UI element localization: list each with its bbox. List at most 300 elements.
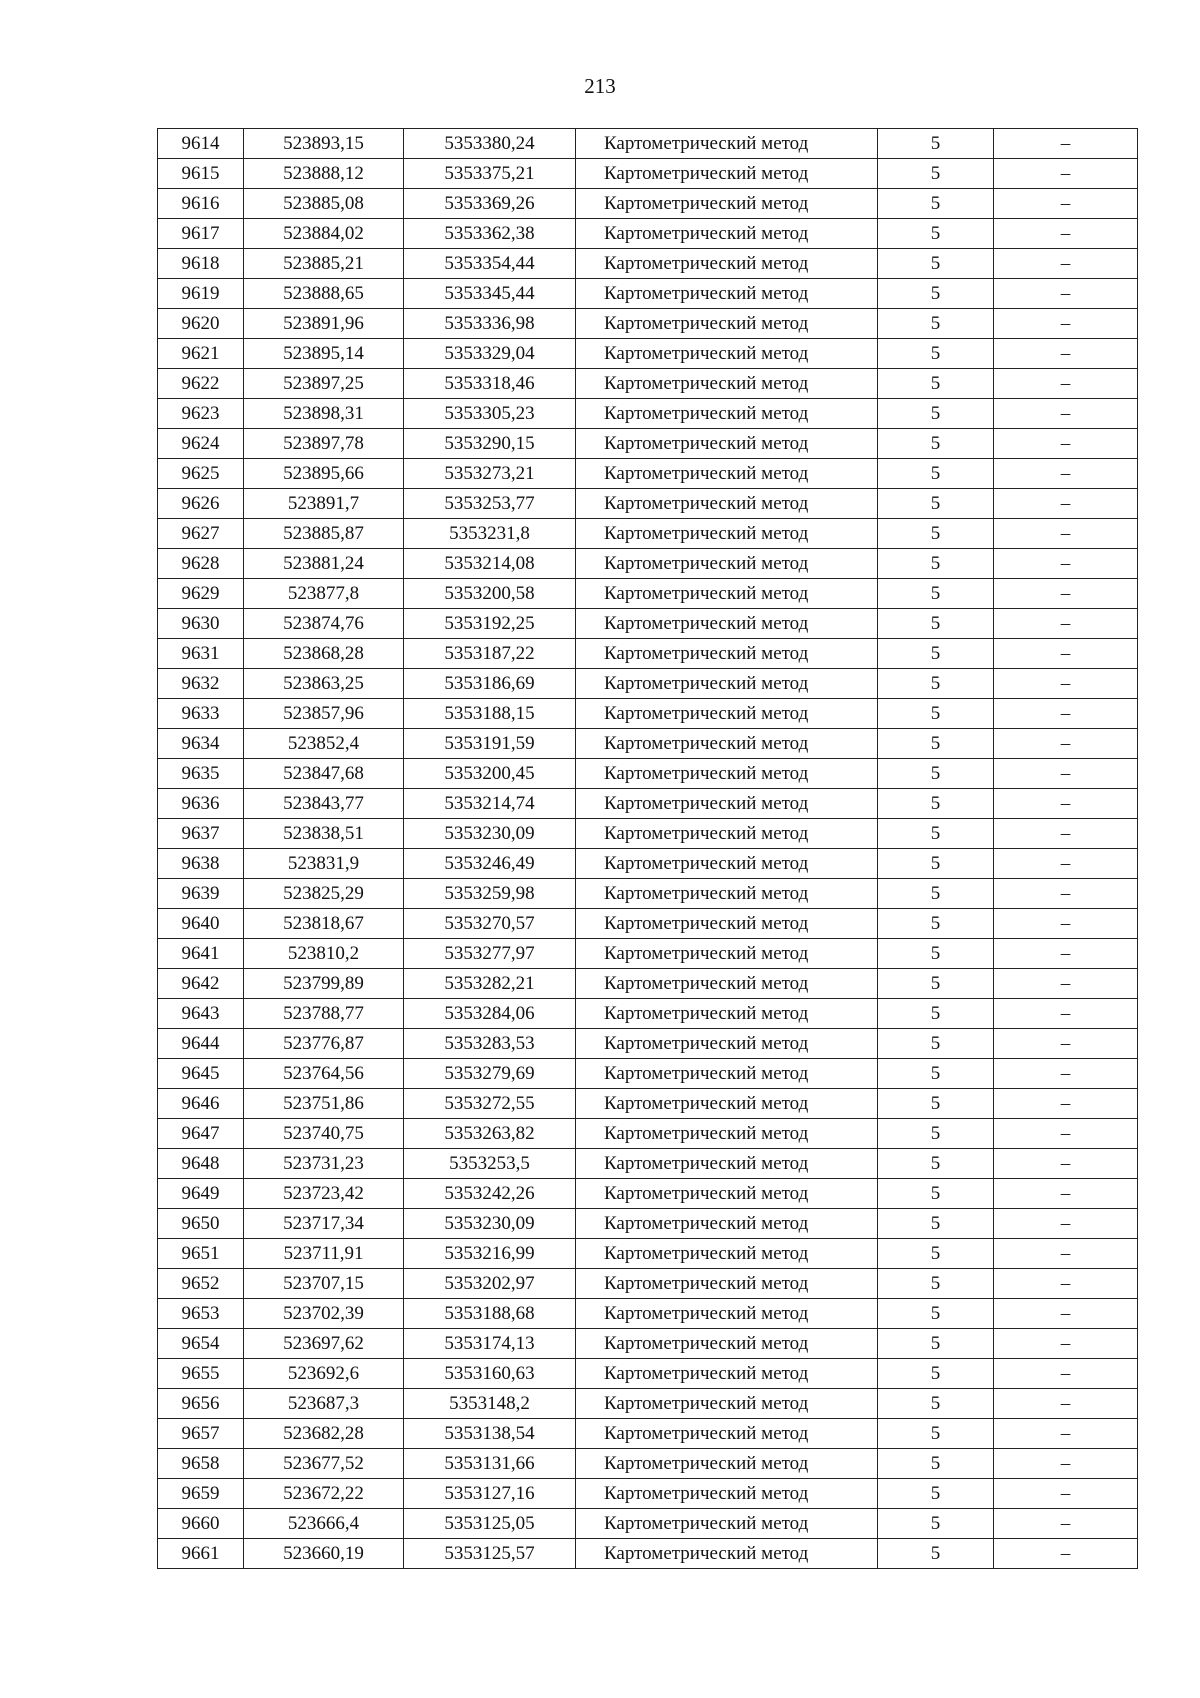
x-coordinate-cell: 523666,4	[244, 1509, 404, 1539]
table-row	[158, 249, 1138, 279]
method-cell: Картометрический метод	[576, 1419, 878, 1449]
table-row	[158, 1329, 1138, 1359]
x-coordinate-cell: 523723,42	[244, 1179, 404, 1209]
table-row	[158, 1419, 1138, 1449]
method-cell: Картометрический метод	[576, 1119, 878, 1149]
table-row	[158, 129, 1138, 159]
point-number-cell: 9638	[158, 849, 244, 879]
note-cell: –	[994, 1449, 1138, 1479]
note-cell: –	[994, 1299, 1138, 1329]
method-cell: Картометрический метод	[576, 429, 878, 459]
point-number-cell: 9651	[158, 1239, 244, 1269]
table-row	[158, 1179, 1138, 1209]
note-cell: –	[994, 669, 1138, 699]
method-cell: Картометрический метод	[576, 459, 878, 489]
y-coordinate-cell: 5353369,26	[404, 189, 576, 219]
method-cell: Картометрический метод	[576, 1269, 878, 1299]
point-number-cell: 9633	[158, 699, 244, 729]
x-coordinate-cell: 523707,15	[244, 1269, 404, 1299]
method-cell: Картометрический метод	[576, 849, 878, 879]
x-coordinate-cell: 523799,89	[244, 969, 404, 999]
point-number-cell: 9643	[158, 999, 244, 1029]
table-row	[158, 1029, 1138, 1059]
point-number-cell: 9636	[158, 789, 244, 819]
y-coordinate-cell: 5353131,66	[404, 1449, 576, 1479]
point-number-cell: 9649	[158, 1179, 244, 1209]
coordinates-table	[157, 128, 1138, 1569]
y-coordinate-cell: 5353125,57	[404, 1539, 576, 1569]
point-number-cell: 9641	[158, 939, 244, 969]
point-number-cell: 9627	[158, 519, 244, 549]
table-row	[158, 789, 1138, 819]
table-row	[158, 1239, 1138, 1269]
x-coordinate-cell: 523825,29	[244, 879, 404, 909]
x-coordinate-cell: 523831,9	[244, 849, 404, 879]
y-coordinate-cell: 5353246,49	[404, 849, 576, 879]
table-body	[158, 129, 1138, 1569]
method-cell: Картометрический метод	[576, 1329, 878, 1359]
y-coordinate-cell: 5353188,15	[404, 699, 576, 729]
y-coordinate-cell: 5353230,09	[404, 1209, 576, 1239]
method-cell: Картометрический метод	[576, 339, 878, 369]
y-coordinate-cell: 5353380,24	[404, 129, 576, 159]
method-cell: Картометрический метод	[576, 1149, 878, 1179]
point-number-cell: 9626	[158, 489, 244, 519]
note-cell: –	[994, 759, 1138, 789]
method-cell: Картометрический метод	[576, 819, 878, 849]
accuracy-cell: 5	[878, 909, 994, 939]
table-row	[158, 849, 1138, 879]
accuracy-cell: 5	[878, 669, 994, 699]
point-number-cell: 9616	[158, 189, 244, 219]
table-row	[158, 879, 1138, 909]
method-cell: Картометрический метод	[576, 729, 878, 759]
note-cell: –	[994, 489, 1138, 519]
accuracy-cell: 5	[878, 1389, 994, 1419]
point-number-cell: 9645	[158, 1059, 244, 1089]
accuracy-cell: 5	[878, 1479, 994, 1509]
method-cell: Картометрический метод	[576, 1299, 878, 1329]
accuracy-cell: 5	[878, 1089, 994, 1119]
y-coordinate-cell: 5353259,98	[404, 879, 576, 909]
point-number-cell: 9615	[158, 159, 244, 189]
y-coordinate-cell: 5353186,69	[404, 669, 576, 699]
note-cell: –	[994, 999, 1138, 1029]
y-coordinate-cell: 5353202,97	[404, 1269, 576, 1299]
table-row	[158, 219, 1138, 249]
x-coordinate-cell: 523881,24	[244, 549, 404, 579]
accuracy-cell: 5	[878, 489, 994, 519]
x-coordinate-cell: 523874,76	[244, 609, 404, 639]
note-cell: –	[994, 369, 1138, 399]
method-cell: Картометрический метод	[576, 189, 878, 219]
accuracy-cell: 5	[878, 1359, 994, 1389]
point-number-cell: 9650	[158, 1209, 244, 1239]
accuracy-cell: 5	[878, 999, 994, 1029]
point-number-cell: 9644	[158, 1029, 244, 1059]
note-cell: –	[994, 579, 1138, 609]
method-cell: Картометрический метод	[576, 1389, 878, 1419]
note-cell: –	[994, 279, 1138, 309]
x-coordinate-cell: 523847,68	[244, 759, 404, 789]
note-cell: –	[994, 1089, 1138, 1119]
accuracy-cell: 5	[878, 279, 994, 309]
note-cell: –	[994, 1359, 1138, 1389]
y-coordinate-cell: 5353214,08	[404, 549, 576, 579]
accuracy-cell: 5	[878, 1269, 994, 1299]
note-cell: –	[994, 699, 1138, 729]
accuracy-cell: 5	[878, 1539, 994, 1569]
method-cell: Картометрический метод	[576, 1089, 878, 1119]
note-cell: –	[994, 309, 1138, 339]
method-cell: Картометрический метод	[576, 669, 878, 699]
point-number-cell: 9642	[158, 969, 244, 999]
note-cell: –	[994, 639, 1138, 669]
note-cell: –	[994, 189, 1138, 219]
method-cell: Картометрический метод	[576, 1359, 878, 1389]
accuracy-cell: 5	[878, 729, 994, 759]
note-cell: –	[994, 819, 1138, 849]
note-cell: –	[994, 399, 1138, 429]
note-cell: –	[994, 1179, 1138, 1209]
y-coordinate-cell: 5353336,98	[404, 309, 576, 339]
method-cell: Картометрический метод	[576, 549, 878, 579]
method-cell: Картометрический метод	[576, 759, 878, 789]
x-coordinate-cell: 523891,96	[244, 309, 404, 339]
y-coordinate-cell: 5353200,58	[404, 579, 576, 609]
x-coordinate-cell: 523692,6	[244, 1359, 404, 1389]
point-number-cell: 9658	[158, 1449, 244, 1479]
y-coordinate-cell: 5353284,06	[404, 999, 576, 1029]
note-cell: –	[994, 969, 1138, 999]
method-cell: Картометрический метод	[576, 1449, 878, 1479]
method-cell: Картометрический метод	[576, 309, 878, 339]
table-row	[158, 1479, 1138, 1509]
y-coordinate-cell: 5353231,8	[404, 519, 576, 549]
table-row	[158, 999, 1138, 1029]
point-number-cell: 9617	[158, 219, 244, 249]
table-row	[158, 369, 1138, 399]
y-coordinate-cell: 5353290,15	[404, 429, 576, 459]
table-row	[158, 969, 1138, 999]
note-cell: –	[994, 1509, 1138, 1539]
x-coordinate-cell: 523677,52	[244, 1449, 404, 1479]
x-coordinate-cell: 523891,7	[244, 489, 404, 519]
table-row	[158, 1449, 1138, 1479]
note-cell: –	[994, 159, 1138, 189]
table-row	[158, 1209, 1138, 1239]
method-cell: Картометрический метод	[576, 219, 878, 249]
x-coordinate-cell: 523884,02	[244, 219, 404, 249]
note-cell: –	[994, 1029, 1138, 1059]
x-coordinate-cell: 523818,67	[244, 909, 404, 939]
accuracy-cell: 5	[878, 519, 994, 549]
x-coordinate-cell: 523702,39	[244, 1299, 404, 1329]
accuracy-cell: 5	[878, 969, 994, 999]
table-row	[158, 549, 1138, 579]
x-coordinate-cell: 523660,19	[244, 1539, 404, 1569]
x-coordinate-cell: 523711,91	[244, 1239, 404, 1269]
y-coordinate-cell: 5353200,45	[404, 759, 576, 789]
note-cell: –	[994, 789, 1138, 819]
table-row	[158, 669, 1138, 699]
accuracy-cell: 5	[878, 759, 994, 789]
y-coordinate-cell: 5353160,63	[404, 1359, 576, 1389]
note-cell: –	[994, 1479, 1138, 1509]
y-coordinate-cell: 5353253,77	[404, 489, 576, 519]
point-number-cell: 9656	[158, 1389, 244, 1419]
y-coordinate-cell: 5353214,74	[404, 789, 576, 819]
x-coordinate-cell: 523885,87	[244, 519, 404, 549]
x-coordinate-cell: 523776,87	[244, 1029, 404, 1059]
accuracy-cell: 5	[878, 339, 994, 369]
method-cell: Картометрический метод	[576, 939, 878, 969]
x-coordinate-cell: 523888,12	[244, 159, 404, 189]
y-coordinate-cell: 5353253,5	[404, 1149, 576, 1179]
accuracy-cell: 5	[878, 459, 994, 489]
method-cell: Картометрический метод	[576, 1059, 878, 1089]
table-row	[158, 579, 1138, 609]
point-number-cell: 9614	[158, 129, 244, 159]
x-coordinate-cell: 523857,96	[244, 699, 404, 729]
point-number-cell: 9657	[158, 1419, 244, 1449]
point-number-cell: 9660	[158, 1509, 244, 1539]
method-cell: Картометрический метод	[576, 699, 878, 729]
accuracy-cell: 5	[878, 1059, 994, 1089]
y-coordinate-cell: 5353283,53	[404, 1029, 576, 1059]
y-coordinate-cell: 5353138,54	[404, 1419, 576, 1449]
accuracy-cell: 5	[878, 399, 994, 429]
accuracy-cell: 5	[878, 1329, 994, 1359]
y-coordinate-cell: 5353174,13	[404, 1329, 576, 1359]
table-row	[158, 909, 1138, 939]
note-cell: –	[994, 879, 1138, 909]
x-coordinate-cell: 523751,86	[244, 1089, 404, 1119]
x-coordinate-cell: 523672,22	[244, 1479, 404, 1509]
accuracy-cell: 5	[878, 1209, 994, 1239]
note-cell: –	[994, 1419, 1138, 1449]
table-row	[158, 759, 1138, 789]
table-row	[158, 159, 1138, 189]
x-coordinate-cell: 523897,25	[244, 369, 404, 399]
method-cell: Картометрический метод	[576, 909, 878, 939]
method-cell: Картометрический метод	[576, 1239, 878, 1269]
x-coordinate-cell: 523888,65	[244, 279, 404, 309]
note-cell: –	[994, 459, 1138, 489]
accuracy-cell: 5	[878, 1149, 994, 1179]
table-row	[158, 309, 1138, 339]
y-coordinate-cell: 5353345,44	[404, 279, 576, 309]
table-row	[158, 1359, 1138, 1389]
point-number-cell: 9653	[158, 1299, 244, 1329]
note-cell: –	[994, 909, 1138, 939]
point-number-cell: 9659	[158, 1479, 244, 1509]
point-number-cell: 9625	[158, 459, 244, 489]
y-coordinate-cell: 5353273,21	[404, 459, 576, 489]
table-row	[158, 1539, 1138, 1569]
table-row	[158, 1059, 1138, 1089]
method-cell: Картометрический метод	[576, 1179, 878, 1209]
accuracy-cell: 5	[878, 639, 994, 669]
method-cell: Картометрический метод	[576, 609, 878, 639]
point-number-cell: 9637	[158, 819, 244, 849]
method-cell: Картометрический метод	[576, 969, 878, 999]
method-cell: Картометрический метод	[576, 1209, 878, 1239]
accuracy-cell: 5	[878, 129, 994, 159]
point-number-cell: 9631	[158, 639, 244, 669]
x-coordinate-cell: 523885,21	[244, 249, 404, 279]
accuracy-cell: 5	[878, 879, 994, 909]
note-cell: –	[994, 1269, 1138, 1299]
x-coordinate-cell: 523697,62	[244, 1329, 404, 1359]
y-coordinate-cell: 5353188,68	[404, 1299, 576, 1329]
table-row	[158, 1389, 1138, 1419]
y-coordinate-cell: 5353192,25	[404, 609, 576, 639]
x-coordinate-cell: 523682,28	[244, 1419, 404, 1449]
table-row	[158, 1299, 1138, 1329]
table-row	[158, 1089, 1138, 1119]
table-row	[158, 1509, 1138, 1539]
y-coordinate-cell: 5353230,09	[404, 819, 576, 849]
y-coordinate-cell: 5353263,82	[404, 1119, 576, 1149]
x-coordinate-cell: 523687,3	[244, 1389, 404, 1419]
accuracy-cell: 5	[878, 1449, 994, 1479]
table-row	[158, 1149, 1138, 1179]
y-coordinate-cell: 5353216,99	[404, 1239, 576, 1269]
y-coordinate-cell: 5353279,69	[404, 1059, 576, 1089]
accuracy-cell: 5	[878, 1029, 994, 1059]
point-number-cell: 9630	[158, 609, 244, 639]
point-number-cell: 9620	[158, 309, 244, 339]
y-coordinate-cell: 5353191,59	[404, 729, 576, 759]
point-number-cell: 9646	[158, 1089, 244, 1119]
note-cell: –	[994, 609, 1138, 639]
x-coordinate-cell: 523895,66	[244, 459, 404, 489]
point-number-cell: 9623	[158, 399, 244, 429]
x-coordinate-cell: 523885,08	[244, 189, 404, 219]
accuracy-cell: 5	[878, 939, 994, 969]
point-number-cell: 9622	[158, 369, 244, 399]
table-row	[158, 429, 1138, 459]
accuracy-cell: 5	[878, 1239, 994, 1269]
method-cell: Картометрический метод	[576, 399, 878, 429]
x-coordinate-cell: 523893,15	[244, 129, 404, 159]
x-coordinate-cell: 523788,77	[244, 999, 404, 1029]
point-number-cell: 9655	[158, 1359, 244, 1389]
point-number-cell: 9635	[158, 759, 244, 789]
y-coordinate-cell: 5353148,2	[404, 1389, 576, 1419]
x-coordinate-cell: 523898,31	[244, 399, 404, 429]
table-row	[158, 699, 1138, 729]
table-row	[158, 1269, 1138, 1299]
point-number-cell: 9621	[158, 339, 244, 369]
y-coordinate-cell: 5353329,04	[404, 339, 576, 369]
note-cell: –	[994, 1329, 1138, 1359]
table-row	[158, 1119, 1138, 1149]
accuracy-cell: 5	[878, 189, 994, 219]
x-coordinate-cell: 523843,77	[244, 789, 404, 819]
accuracy-cell: 5	[878, 1119, 994, 1149]
note-cell: –	[994, 849, 1138, 879]
point-number-cell: 9632	[158, 669, 244, 699]
method-cell: Картометрический метод	[576, 999, 878, 1029]
note-cell: –	[994, 1239, 1138, 1269]
point-number-cell: 9619	[158, 279, 244, 309]
accuracy-cell: 5	[878, 429, 994, 459]
note-cell: –	[994, 219, 1138, 249]
point-number-cell: 9639	[158, 879, 244, 909]
method-cell: Картометрический метод	[576, 249, 878, 279]
y-coordinate-cell: 5353362,38	[404, 219, 576, 249]
y-coordinate-cell: 5353318,46	[404, 369, 576, 399]
note-cell: –	[994, 339, 1138, 369]
table-row	[158, 489, 1138, 519]
method-cell: Картометрический метод	[576, 519, 878, 549]
accuracy-cell: 5	[878, 849, 994, 879]
method-cell: Картометрический метод	[576, 789, 878, 819]
y-coordinate-cell: 5353187,22	[404, 639, 576, 669]
point-number-cell: 9640	[158, 909, 244, 939]
y-coordinate-cell: 5353375,21	[404, 159, 576, 189]
x-coordinate-cell: 523740,75	[244, 1119, 404, 1149]
point-number-cell: 9652	[158, 1269, 244, 1299]
method-cell: Картометрический метод	[576, 369, 878, 399]
point-number-cell: 9634	[158, 729, 244, 759]
accuracy-cell: 5	[878, 1179, 994, 1209]
note-cell: –	[994, 939, 1138, 969]
point-number-cell: 9628	[158, 549, 244, 579]
table-row	[158, 519, 1138, 549]
x-coordinate-cell: 523764,56	[244, 1059, 404, 1089]
accuracy-cell: 5	[878, 1299, 994, 1329]
note-cell: –	[994, 549, 1138, 579]
x-coordinate-cell: 523868,28	[244, 639, 404, 669]
point-number-cell: 9618	[158, 249, 244, 279]
table-row	[158, 819, 1138, 849]
note-cell: –	[994, 1539, 1138, 1569]
table-row	[158, 609, 1138, 639]
page-number: 213	[584, 74, 616, 98]
accuracy-cell: 5	[878, 1509, 994, 1539]
x-coordinate-cell: 523852,4	[244, 729, 404, 759]
accuracy-cell: 5	[878, 309, 994, 339]
method-cell: Картометрический метод	[576, 1509, 878, 1539]
note-cell: –	[994, 1209, 1138, 1239]
point-number-cell: 9661	[158, 1539, 244, 1569]
y-coordinate-cell: 5353305,23	[404, 399, 576, 429]
method-cell: Картометрический метод	[576, 639, 878, 669]
point-number-cell: 9624	[158, 429, 244, 459]
point-number-cell: 9629	[158, 579, 244, 609]
method-cell: Картометрический метод	[576, 1479, 878, 1509]
x-coordinate-cell: 523810,2	[244, 939, 404, 969]
accuracy-cell: 5	[878, 699, 994, 729]
table-row	[158, 399, 1138, 429]
note-cell: –	[994, 429, 1138, 459]
method-cell: Картометрический метод	[576, 879, 878, 909]
accuracy-cell: 5	[878, 219, 994, 249]
point-number-cell: 9648	[158, 1149, 244, 1179]
y-coordinate-cell: 5353282,21	[404, 969, 576, 999]
note-cell: –	[994, 249, 1138, 279]
accuracy-cell: 5	[878, 819, 994, 849]
method-cell: Картометрический метод	[576, 1539, 878, 1569]
x-coordinate-cell: 523895,14	[244, 339, 404, 369]
y-coordinate-cell: 5353272,55	[404, 1089, 576, 1119]
table-row	[158, 279, 1138, 309]
y-coordinate-cell: 5353277,97	[404, 939, 576, 969]
x-coordinate-cell: 523877,8	[244, 579, 404, 609]
